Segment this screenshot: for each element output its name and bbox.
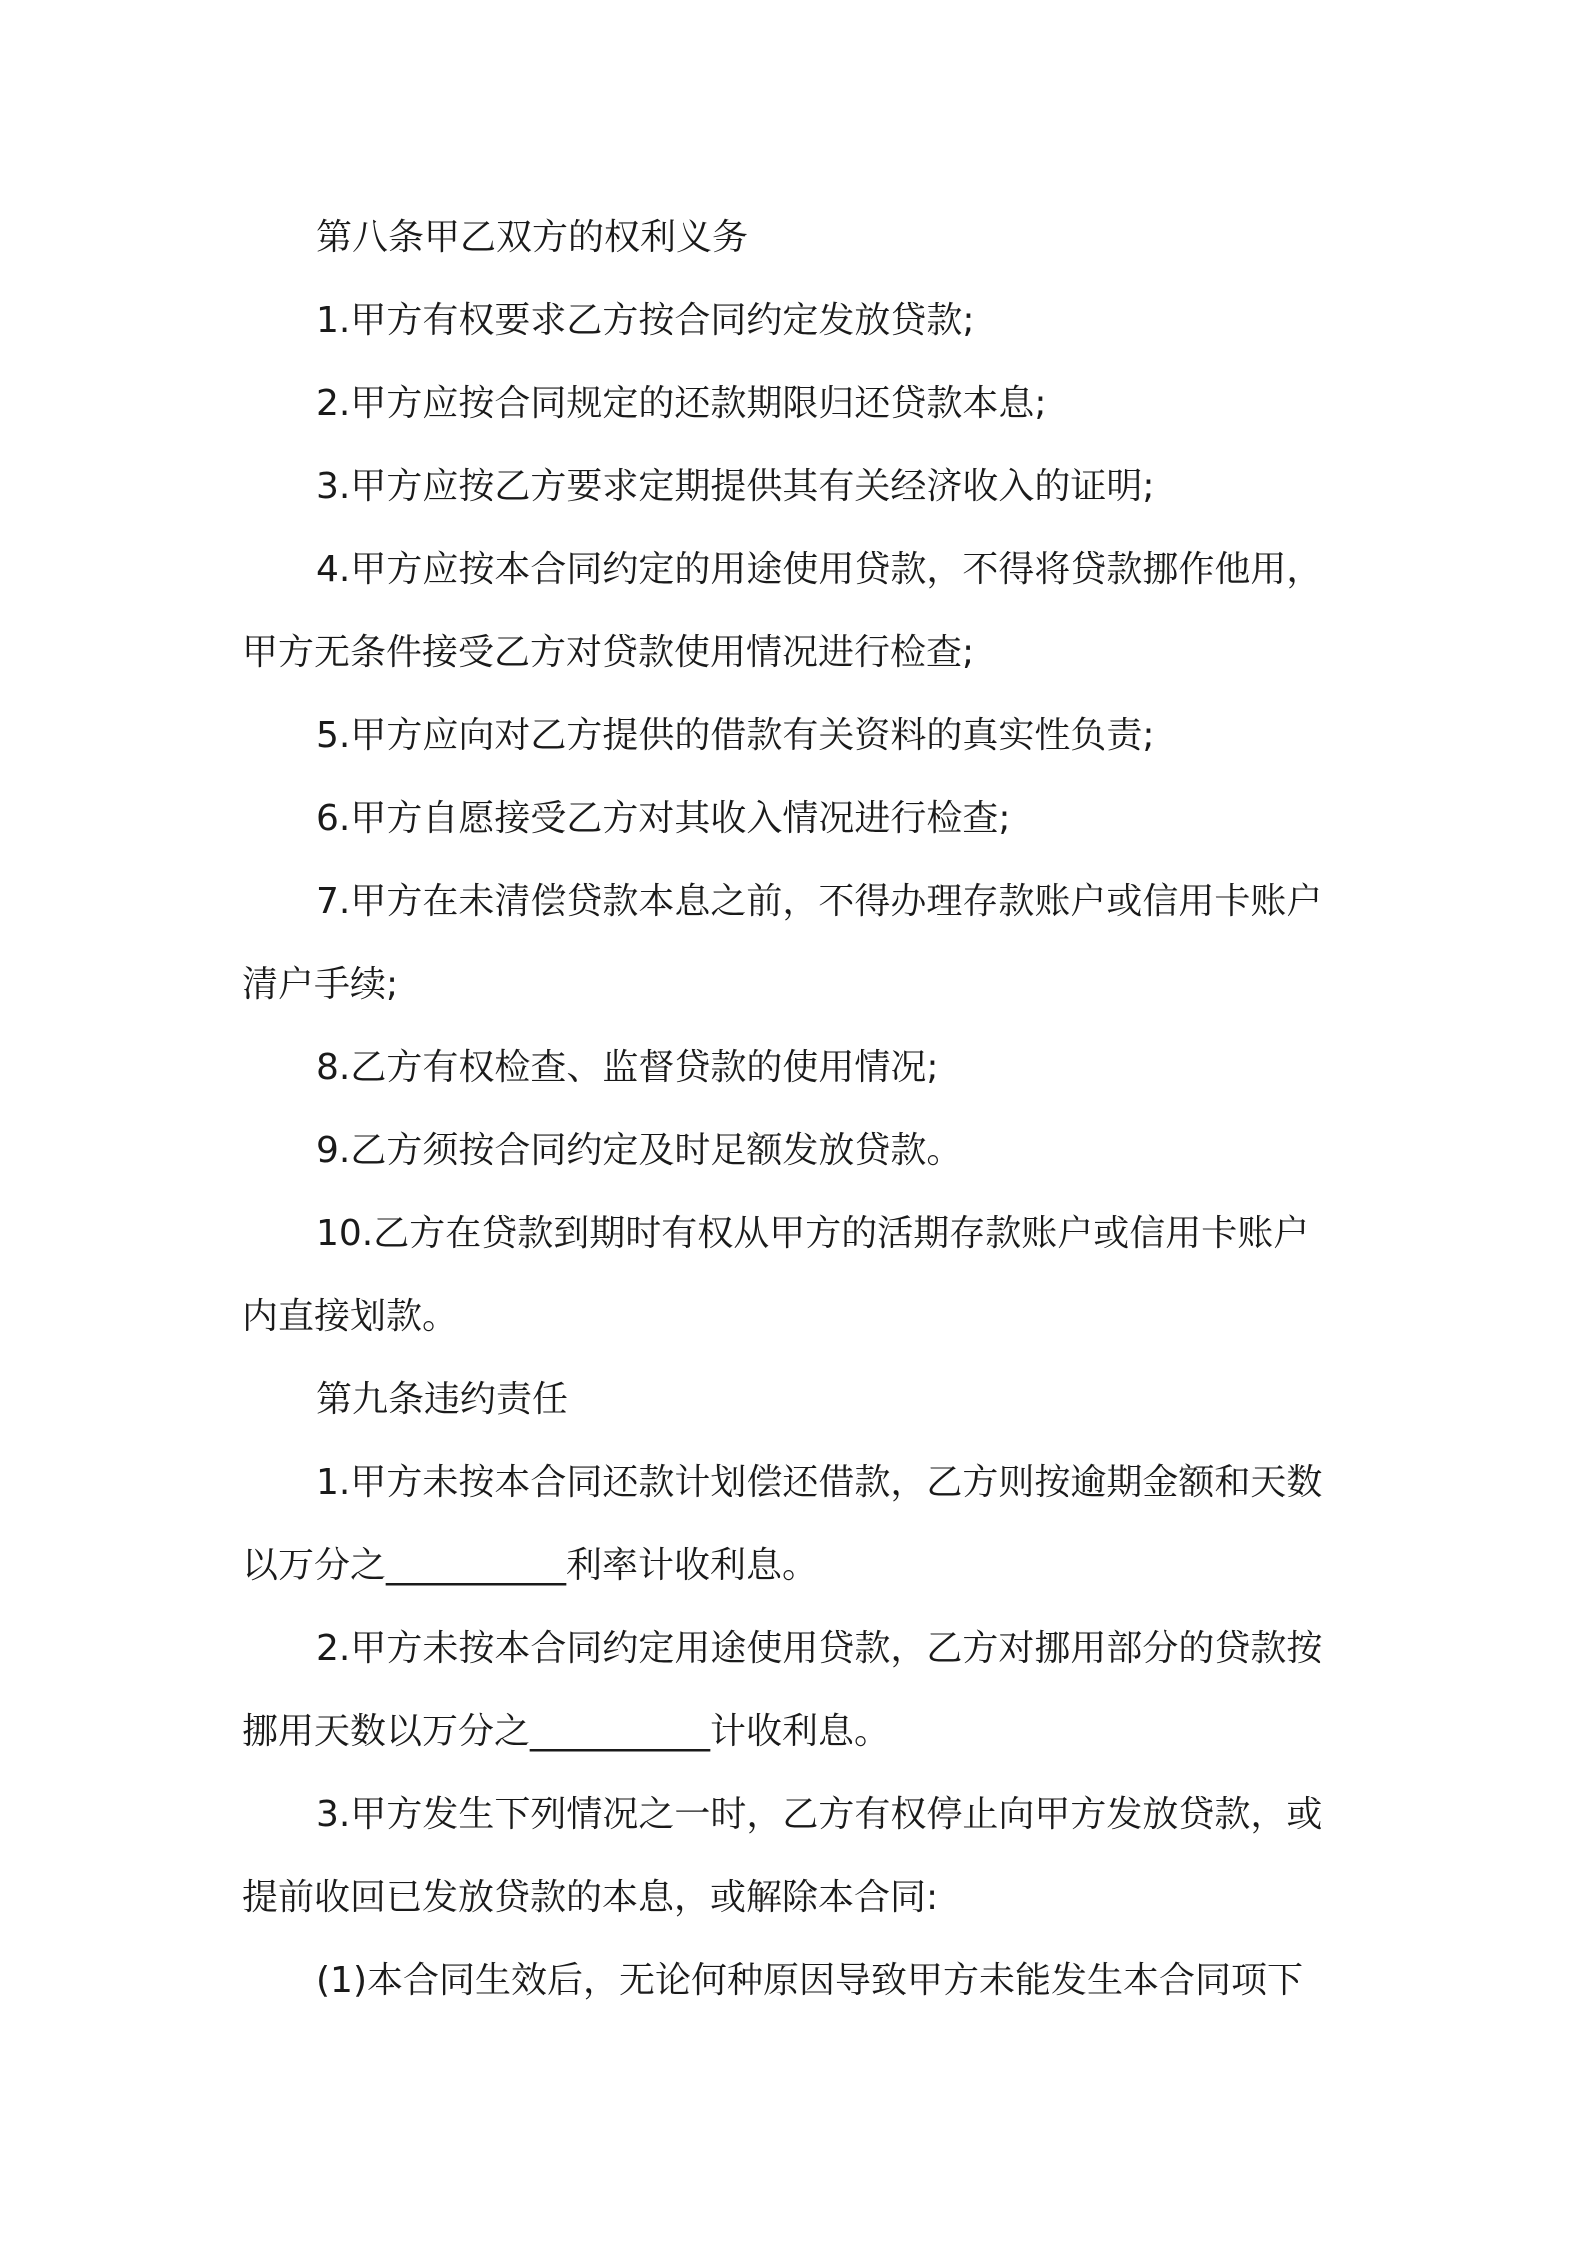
document-body <box>242 196 1362 2022</box>
article-8-item-5: 5.甲方应向对乙方提供的借款有关资料的真实性负责; <box>316 715 1155 756</box>
article-8-heading: 第八条甲乙双方的权利义务 <box>316 217 749 258</box>
article-8-item-3: 3.甲方应按乙方要求定期提供其有关经济收入的证明; <box>316 466 1155 507</box>
article-8-item-4-continued: 甲方无条件接受乙方对贷款使用情况进行检查; <box>242 632 975 673</box>
article-8-item-4: 4.甲方应按本合同约定的用途使用贷款，不得将贷款挪作他用， <box>316 549 1323 590</box>
article-8-item-10: 10.乙方在贷款到期时有权从甲方的活期存款账户或信用卡账户 <box>316 1213 1310 1254</box>
article-8-item-9: 9.乙方须按合同约定及时足额发放贷款。 <box>316 1130 963 1171</box>
article-9-item-3-sub-1: (1)本合同生效后，无论何种原因导致甲方未能发生本合同项下 <box>316 1960 1303 2001</box>
article-9-item-1: 1.甲方未按本合同还款计划偿还借款，乙方则按逾期金额和天数 <box>316 1462 1323 1503</box>
article-8-item-10-continued: 内直接划款。 <box>242 1296 459 1337</box>
article-9-item-1-continued: 以万分之__________利率计收利息。 <box>242 1545 819 1586</box>
article-8-item-7: 7.甲方在未清偿贷款本息之前，不得办理存款账户或信用卡账户 <box>316 881 1323 922</box>
article-9-item-2: 2.甲方未按本合同约定用途使用贷款，乙方对挪用部分的贷款按 <box>316 1628 1323 1669</box>
article-9-heading: 第九条违约责任 <box>316 1379 569 1420</box>
article-8-item-6: 6.甲方自愿接受乙方对其收入情况进行检查; <box>316 798 1011 839</box>
article-9-item-3-continued: 提前收回已发放贷款的本息，或解除本合同: <box>242 1877 939 1918</box>
article-8-item-1: 1.甲方有权要求乙方按合同约定发放贷款; <box>316 300 975 341</box>
article-9-item-2-continued: 挪用天数以万分之__________计收利息。 <box>242 1711 891 1752</box>
article-8-item-8: 8.乙方有权检查、监督贷款的使用情况; <box>316 1047 939 1088</box>
article-8-item-7-continued: 清户手续; <box>242 964 399 1005</box>
article-8-item-2: 2.甲方应按合同规定的还款期限归还贷款本息; <box>316 383 1047 424</box>
article-9-item-3: 3.甲方发生下列情况之一时，乙方有权停止向甲方发放贷款，或 <box>316 1794 1323 1835</box>
